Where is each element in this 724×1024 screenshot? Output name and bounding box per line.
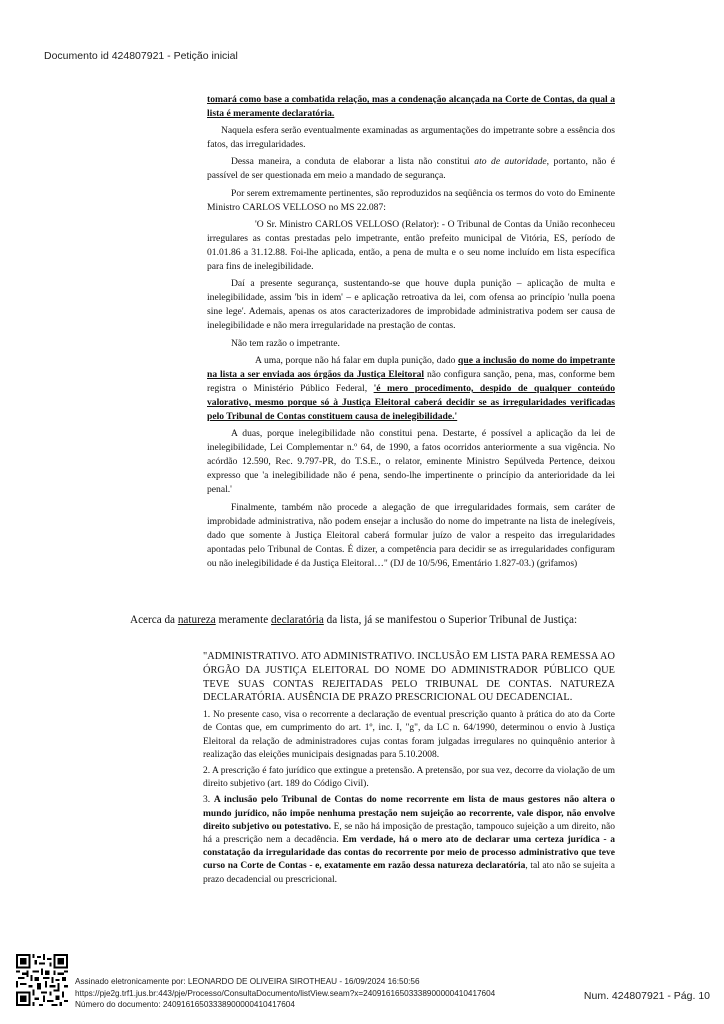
quote-p3-text-end: , portanto, não é passível de ser questionada em meio a mandado de segurança. xyxy=(207,156,615,182)
body-text-1: Acerca da xyxy=(130,614,178,626)
stj-item-2: 2. A prescrição é fato jurídico que extingue a pretensão. A pretensão, por sua vez, decorre da violação de um direito subjetivo (art. 189 do Código Civil). xyxy=(203,766,615,790)
stj-item-1: 1. No presente caso, visa o recorrente a declaração de eventual prescrição quanto à prática do ato da Corte de Contas que, em cumprimento do art. 1º, inc. I, "g", da LC n. 64/1990, determinou o envio à Justiça Eleitoral da relação de administradores cujas contas foram julgadas irregulares no quinquênio anterior à realização das eleições municipais designadas para 5.10.2008. xyxy=(203,710,615,760)
qr-code-icon xyxy=(16,954,68,1006)
quote-p8-text: A uma, porque não há falar em dupla punição, dado xyxy=(255,354,459,366)
stj-item-3-text-end: , tal ato não se sujeita a prazo decadencial ou prescricional. xyxy=(203,861,615,885)
body-underline-declaratoria: declaratória xyxy=(271,614,324,626)
page-number: Num. 424807921 - Pág. 10 xyxy=(583,990,710,1002)
quote-paragraph-7: Não tem razão o impetrante. xyxy=(231,337,340,349)
quoted-vote-block xyxy=(207,93,615,574)
quote-paragraph-6: Daí a presente segurança, sustentando-se que houve dupla punição – aplicação de multa e inelegibilidade, assim 'bis in idem' – e aplicação retroativa da lei, com ofensa ao princípio 'nulla poena sine lege'. Ademais, apenas os atos caracterizadores de improbidade administrativa podem ser causa de inelegibilidade e não mera irregularidade na prestação de contas. xyxy=(207,278,615,332)
body-paragraph xyxy=(130,613,630,628)
document-id-header: Documento id 424807921 - Petição inicial xyxy=(44,50,238,62)
quote-paragraph-4: Por serem extremamente pertinentes, são reproduzidos na seqüência os termos do voto do Eminente Ministro CARLOS VELLOSO no MS 22.087: xyxy=(207,187,615,213)
quote-paragraph-3 xyxy=(207,155,615,183)
stj-ementa-heading: "ADMINISTRATIVO. ATO ADMINISTRATIVO. INCLUSÃO EM LISTA PARA REMESSA AO ÓRGÃO DA JUSTIÇA ELEITORAL DO NOME DO ADMINISTRADOR PÚBLICO QUE TEVE SUAS CONTAS REJEITADAS PELO TRIBUNAL DE CONTAS. NATUREZA DECLARATÓRIA. AUSÊNCIA DE PRAZO PRESCRICIONAL OU DECADENCIAL. xyxy=(203,651,615,704)
quote-paragraph-8 xyxy=(207,354,615,424)
stj-item-3-text: E, se não há imposição de prestação, tampouco sujeição a um direito, não há a prescrição nem a decadência. xyxy=(203,821,615,846)
document-number: Número do documento: 24091616503338900000410417604 xyxy=(75,1000,295,1010)
stj-item-3-bold-2: Em verdade, há o mero ato de declarar uma certeza jurídica - a constatação da irregularidade das contas do recorrente por meio de processo administrativo que teve curso na Corte de Contas - e, exatamente em razão dessa natureza declaratória xyxy=(203,835,615,872)
quote-paragraph-9: A duas, porque inelegibilidade não constitui pena. Destarte, é possível a aplicação da lei de inelegibilidade, Lei Complementar n.º 64, de 1990, a fatos ocorridos anteriormente a sua vigência. No acórdão 12.590, Rec. 9.797-PR, do T.S.E., o relator, eminente Ministro Sepúlveda Pertence, deixou expresso que 'a inelegibilidade não é pena, sendo-lhe impertinente o princípio da anterioridade da lei penal.' xyxy=(207,428,615,496)
quote-p3-text: Dessa maneira, a conduta de elaborar a lista não constitui xyxy=(231,156,475,168)
body-underline-natureza: natureza xyxy=(177,614,216,626)
quote-paragraph-2: Naquela esfera serão eventualmente examinadas as argumentações do impetrante sobre a essência dos fatos, das irregularidades. xyxy=(207,125,615,151)
stj-item-3-bold-1: A inclusão pelo Tribunal de Contas do nome recorrente em lista de maus gestores não altera o mundo jurídico, não impõe nenhuma prestação nem sujeição ao recorrente, vale dispor, não envolve direito subjetivo ou potestativo. xyxy=(203,795,615,832)
quote-paragraph-1: tomará como base a combatida relação, mas a condenação alcançada na Corte de Contas, da qual a lista é meramente declaratória. xyxy=(207,94,615,120)
quote-p8-text-mid: não configura sanção, pena, mas, conforme bem registra o Ministério Público Federal, xyxy=(207,368,615,394)
quote-p8-emphasis-2: 'é mero procedimento, despido de qualquer conteúdo valorativo, mesmo porque só à Justiça Eleitoral caberá decidir se as irregularidades verificadas pelo Tribunal de Contas constituem causa de inelegibilidade.' xyxy=(207,382,615,422)
quote-p8-emphasis-1: que a inclusão do nome do impetrante na lista a ser enviada aos órgãos da Justiça Eleitoral xyxy=(207,354,615,380)
body-text-3: da lista, já se manifestou o Superior Tribunal de Justiça: xyxy=(323,614,578,626)
signature-line: Assinado eletronicamente por: LEONARDO DE OLIVEIRA SIROTHEAU - 16/09/2024 16:50:56 xyxy=(75,977,420,986)
stj-item-3-number: 3. xyxy=(203,795,214,806)
quote-p3-italic: ato de autoridade xyxy=(474,156,547,168)
quote-paragraph-10: Finalmente, também não procede a alegação de que irregularidades formais, sem caráter de improbidade administrativa, não podem ensejar a inclusão do nome do impetrante na lista de inelegíveis, dado que somente à Justiça Eleitoral caberá formular juízo de valor a respeito das irregularidades apontadas pelo Tribunal de Contas. É dizer, a competência para decidir se as irregularidades configuram ou não inelegibilidade é da Justiça Eleitoral…" (DJ de 10/5/96, Ementário 1.827-03.) (grifamos) xyxy=(207,501,615,569)
stj-citation-block xyxy=(203,650,615,890)
body-text-2: meramente xyxy=(215,614,272,626)
stj-item-3 xyxy=(203,794,615,886)
quote-paragraph-5: 'O Sr. Ministro CARLOS VELLOSO (Relator): - O Tribunal de Contas da União reconheceu irregulares as contas prestadas pelo impetrante, então prefeito municipal de Vitória, ES, período de 01.01.86 a 31.12.88. Foi-lhe aplicada, então, a pena de multa e o seu nome incluído em lista específica para fins de inelegibilidade. xyxy=(207,218,615,273)
signature-footer xyxy=(75,976,495,1011)
document-url-link[interactable]: https://pje2g.trf1.jus.br:443/pje/Processo/ConsultaDocumento/listView.seam?x=24091616503338900000410417604 xyxy=(75,988,496,998)
